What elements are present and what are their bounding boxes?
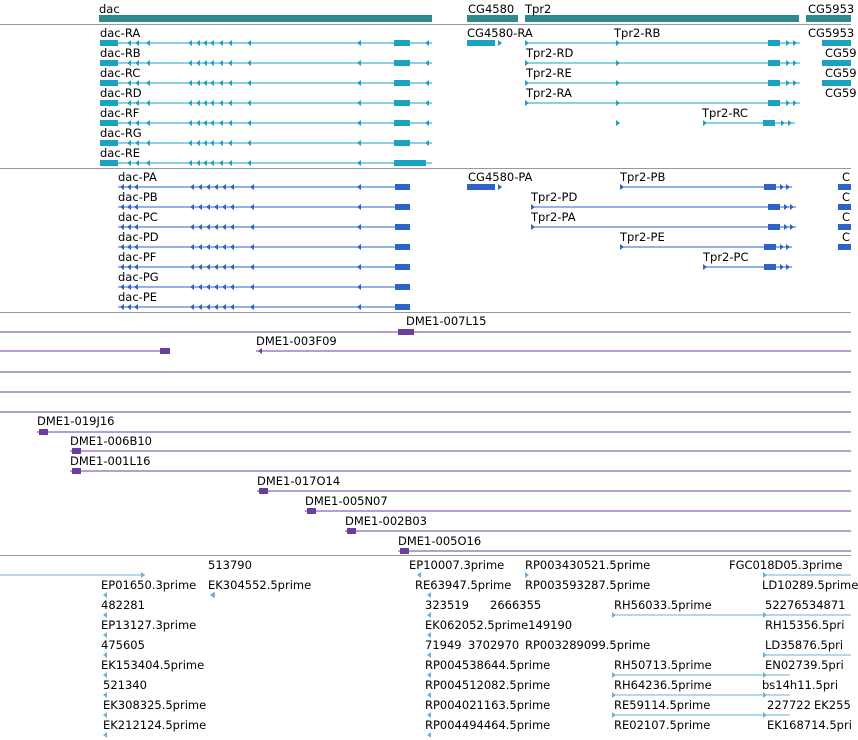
transcript-label[interactable]: dac-RB	[100, 46, 141, 60]
est-label[interactable]: LD10289.5prime	[762, 578, 858, 592]
transcript-label[interactable]: dac-RD	[100, 86, 142, 100]
est-label[interactable]: RE63947.5prime	[415, 578, 512, 592]
bac-label[interactable]: DME1-005N07	[305, 494, 388, 508]
strand-arrow[interactable]	[188, 80, 192, 86]
strand-arrow[interactable]	[616, 40, 620, 46]
exon-block[interactable]	[394, 80, 410, 86]
est-label[interactable]: EK168714.5pri	[767, 718, 852, 732]
strand-arrow[interactable]	[230, 244, 234, 250]
strand-arrow[interactable]	[250, 264, 254, 270]
strand-arrow[interactable]	[228, 80, 232, 86]
strand-arrow[interactable]	[357, 304, 361, 310]
strand-arrow[interactable]	[196, 120, 200, 126]
strand-arrow[interactable]	[146, 60, 150, 66]
strand-arrow[interactable]	[247, 40, 251, 46]
exon-block[interactable]	[768, 224, 780, 230]
strand-arrow[interactable]	[357, 60, 361, 66]
strand-arrow[interactable]	[247, 100, 251, 106]
est-label[interactable]: FGC018D05.3prime	[729, 558, 843, 572]
exon-block[interactable]	[395, 304, 410, 310]
strand-arrow[interactable]	[190, 304, 194, 310]
protein-label[interactable]: dac-PF	[118, 250, 157, 264]
exon-block[interactable]	[72, 468, 81, 474]
strand-arrow[interactable]	[786, 244, 790, 250]
gene-label[interactable]: CG4580	[468, 2, 515, 16]
exon-block[interactable]	[395, 284, 410, 290]
est-label[interactable]: RP003289099.5prime	[525, 638, 651, 652]
strand-arrow[interactable]	[786, 40, 790, 46]
strand-arrow[interactable]	[190, 184, 194, 190]
exon-block[interactable]	[160, 348, 170, 354]
strand-arrow[interactable]	[146, 100, 150, 106]
est-label[interactable]: 71949	[425, 638, 462, 652]
strand-arrow[interactable]	[222, 304, 226, 310]
strand-arrow[interactable]	[230, 264, 234, 270]
strand-arrow[interactable]	[206, 184, 210, 190]
bac-label[interactable]: DME1-019J16	[37, 414, 115, 428]
est-label[interactable]: 475605	[101, 638, 145, 652]
strand-arrow[interactable]	[357, 40, 361, 46]
strand-arrow[interactable]	[230, 224, 234, 230]
strand-arrow[interactable]	[198, 224, 202, 230]
strand-arrow[interactable]	[198, 204, 202, 210]
strand-arrow[interactable]	[190, 284, 194, 290]
strand-arrow[interactable]	[357, 160, 361, 166]
strand-arrow[interactable]	[786, 184, 790, 190]
strand-arrow[interactable]	[703, 120, 707, 126]
est-label[interactable]: RP004494464.5prime	[425, 718, 551, 732]
transcript-label[interactable]: Tpr2-RE	[526, 66, 572, 80]
strand-arrow[interactable]	[196, 160, 200, 166]
strand-arrow[interactable]	[190, 224, 194, 230]
strand-arrow[interactable]	[357, 80, 361, 86]
exon-block[interactable]	[395, 264, 410, 270]
est-label[interactable]: EK255	[814, 698, 851, 712]
gene-label[interactable]: CG5953	[808, 2, 855, 16]
exon-block[interactable]	[467, 40, 495, 46]
strand-arrow[interactable]	[188, 40, 192, 46]
exon-block[interactable]	[838, 244, 851, 250]
strand-arrow[interactable]	[357, 284, 361, 290]
est-label[interactable]: EN02739.5pri	[765, 658, 844, 672]
strand-arrow[interactable]	[196, 40, 200, 46]
bac-label[interactable]: DME1-017O14	[257, 474, 341, 488]
exon-block[interactable]	[400, 548, 409, 554]
transcript-label[interactable]: CG59	[825, 46, 857, 60]
strand-arrow[interactable]	[219, 140, 223, 146]
strand-arrow[interactable]	[786, 60, 790, 66]
strand-arrow[interactable]	[127, 304, 131, 310]
transcript-label[interactable]: CG5953	[808, 26, 855, 40]
strand-arrow[interactable]	[198, 264, 202, 270]
strand-arrow[interactable]	[793, 60, 797, 66]
strand-arrow[interactable]	[620, 184, 624, 190]
est-label[interactable]: RH15356.5pri	[765, 618, 845, 632]
strand-arrow[interactable]	[784, 224, 788, 230]
bac-label[interactable]: DME1-001L16	[70, 454, 151, 468]
exon-block[interactable]	[395, 244, 410, 250]
protein-label[interactable]: C	[842, 230, 851, 244]
strand-arrow[interactable]	[210, 40, 214, 46]
est-label[interactable]: bs14h11.5pri	[762, 678, 839, 692]
strand-arrow[interactable]	[222, 204, 226, 210]
strand-arrow[interactable]	[196, 100, 200, 106]
strand-arrow[interactable]	[190, 204, 194, 210]
est-label[interactable]: RE02107.5prime	[614, 718, 711, 732]
strand-arrow[interactable]	[230, 184, 234, 190]
strand-arrow[interactable]	[135, 160, 139, 166]
est-label[interactable]: RH64236.5prime	[614, 678, 712, 692]
strand-arrow[interactable]	[425, 100, 429, 106]
strand-arrow[interactable]	[206, 264, 210, 270]
strand-arrow[interactable]	[203, 140, 207, 146]
est-label[interactable]: RP003593287.5prime	[525, 578, 651, 592]
track-separator	[0, 555, 851, 556]
strand-arrow[interactable]	[250, 244, 254, 250]
strand-arrow[interactable]	[425, 80, 429, 86]
est-label[interactable]: EK212124.5prime	[103, 718, 207, 732]
strand-arrow[interactable]	[214, 264, 218, 270]
est-label[interactable]: EK153404.5prime	[101, 658, 205, 672]
exon-block[interactable]	[467, 184, 495, 190]
transcript-label[interactable]: CG59	[825, 66, 857, 80]
gene-bar[interactable]	[99, 15, 432, 22]
protein-label[interactable]: Tpr2-PC	[703, 250, 749, 264]
strand-arrow[interactable]	[425, 120, 429, 126]
strand-arrow[interactable]	[357, 184, 361, 190]
strand-arrow[interactable]	[219, 120, 223, 126]
strand-arrow[interactable]	[188, 140, 192, 146]
strand-arrow[interactable]	[103, 732, 107, 738]
protein-label[interactable]: CG4580-PA	[468, 170, 533, 184]
strand-arrow[interactable]	[222, 224, 226, 230]
strand-arrow[interactable]	[357, 204, 361, 210]
strand-arrow[interactable]	[222, 264, 226, 270]
transcript-label[interactable]: dac-RE	[100, 146, 141, 160]
strand-arrow[interactable]	[616, 60, 620, 66]
bac-label[interactable]: DME1-003F09	[256, 334, 337, 348]
protein-label[interactable]: C	[842, 210, 851, 224]
est-label[interactable]: EP13127.3prime	[101, 618, 197, 632]
est-label[interactable]: 3702970	[468, 638, 520, 652]
protein-label[interactable]: dac-PC	[118, 210, 158, 224]
gene-label[interactable]: Tpr2	[525, 2, 552, 16]
strand-arrow[interactable]	[250, 184, 254, 190]
strand-arrow[interactable]	[210, 60, 214, 66]
strand-arrow[interactable]	[425, 140, 429, 146]
strand-arrow[interactable]	[793, 80, 797, 86]
strand-arrow[interactable]	[210, 160, 214, 166]
strand-arrow[interactable]	[127, 160, 131, 166]
strand-arrow[interactable]	[146, 80, 150, 86]
transcript-label[interactable]: dac-RA	[100, 26, 141, 40]
strand-arrow[interactable]	[210, 120, 214, 126]
transcript-label[interactable]: dac-RG	[100, 126, 142, 140]
strand-arrow[interactable]	[786, 80, 790, 86]
strand-arrow[interactable]	[134, 304, 138, 310]
protein-label[interactable]: dac-PB	[118, 190, 158, 204]
strand-arrow[interactable]	[188, 120, 192, 126]
strand-arrow[interactable]	[214, 204, 218, 210]
strand-arrow[interactable]	[780, 264, 784, 270]
track-separator	[0, 24, 851, 25]
strand-arrow[interactable]	[616, 100, 620, 106]
strand-arrow[interactable]	[357, 264, 361, 270]
exon-block[interactable]	[394, 60, 410, 66]
exon-block[interactable]	[394, 160, 426, 166]
est-label[interactable]: RP004021163.5prime	[425, 698, 551, 712]
strand-arrow[interactable]	[228, 40, 232, 46]
exon-block[interactable]	[763, 120, 775, 126]
strand-arrow[interactable]	[146, 160, 150, 166]
transcript-label[interactable]: Tpr2-RA	[526, 86, 572, 100]
est-label[interactable]: 2666355	[490, 598, 542, 612]
exon-block[interactable]	[394, 40, 410, 46]
strand-arrow[interactable]	[203, 120, 207, 126]
protein-label[interactable]: dac-PE	[118, 290, 158, 304]
est-label[interactable]: EK304552.5prime	[208, 578, 312, 592]
exon-block[interactable]	[394, 100, 410, 106]
strand-arrow[interactable]	[247, 140, 251, 146]
strand-arrow[interactable]	[780, 244, 784, 250]
strand-arrow[interactable]	[206, 244, 210, 250]
strand-arrow[interactable]	[781, 120, 785, 126]
strand-arrow[interactable]	[206, 284, 210, 290]
exon-block[interactable]	[395, 184, 410, 190]
strand-arrow[interactable]	[146, 120, 150, 126]
transcript-label[interactable]: CG4580-RA	[467, 26, 533, 40]
exon-block[interactable]	[100, 160, 118, 166]
strand-arrow[interactable]	[531, 224, 535, 230]
strand-arrow[interactable]	[219, 160, 223, 166]
strand-arrow[interactable]	[247, 80, 251, 86]
strand-arrow[interactable]	[247, 160, 251, 166]
gene-bar[interactable]	[806, 15, 851, 22]
strand-arrow[interactable]	[786, 264, 790, 270]
strand-arrow[interactable]	[188, 160, 192, 166]
est-label[interactable]: EK308325.5prime	[103, 698, 207, 712]
strand-arrow[interactable]	[146, 140, 150, 146]
exon-block[interactable]	[768, 40, 780, 46]
strand-arrow[interactable]	[214, 224, 218, 230]
est-label[interactable]: 323519	[425, 598, 469, 612]
strand-arrow[interactable]	[230, 204, 234, 210]
strand-arrow[interactable]	[703, 264, 707, 270]
exon-block[interactable]	[39, 429, 48, 435]
strand-arrow[interactable]	[210, 592, 214, 598]
strand-arrow[interactable]	[790, 204, 794, 210]
transcript-label[interactable]: Tpr2-RD	[526, 46, 574, 60]
strand-arrow[interactable]	[210, 80, 214, 86]
exon-block[interactable]	[394, 140, 410, 146]
bac-label[interactable]: DME1-006B10	[70, 434, 152, 448]
strand-arrow[interactable]	[616, 80, 620, 86]
exon-block[interactable]	[768, 80, 780, 86]
gene-label[interactable]: dac	[99, 2, 120, 16]
strand-arrow[interactable]	[230, 304, 234, 310]
exon-block[interactable]	[347, 528, 356, 534]
strand-arrow[interactable]	[196, 140, 200, 146]
est-label[interactable]: 52276534871	[765, 598, 846, 612]
strand-arrow[interactable]	[206, 224, 210, 230]
protein-label[interactable]: C	[842, 190, 851, 204]
strand-arrow[interactable]	[219, 80, 223, 86]
est-label[interactable]: RP004538644.5prime	[425, 658, 551, 672]
strand-arrow[interactable]	[780, 184, 784, 190]
est-label[interactable]: RH56033.5prime	[614, 598, 712, 612]
bac-label[interactable]: DME1-005O16	[398, 534, 482, 548]
strand-arrow[interactable]	[228, 140, 232, 146]
strand-arrow[interactable]	[357, 224, 361, 230]
strand-arrow[interactable]	[188, 60, 192, 66]
strand-arrow[interactable]	[790, 224, 794, 230]
strand-arrow[interactable]	[250, 224, 254, 230]
strand-arrow[interactable]	[793, 40, 797, 46]
est-label[interactable]: 521340	[103, 678, 147, 692]
est-label[interactable]: EK062052.5prime149190	[425, 618, 573, 632]
strand-arrow[interactable]	[498, 184, 502, 190]
strand-arrow[interactable]	[219, 100, 223, 106]
strand-arrow[interactable]	[210, 100, 214, 106]
protein-label[interactable]: C	[842, 170, 851, 184]
strand-arrow[interactable]	[188, 100, 192, 106]
strand-arrow[interactable]	[250, 284, 254, 290]
strand-arrow[interactable]	[198, 184, 202, 190]
strand-arrow[interactable]	[190, 264, 194, 270]
strand-arrow[interactable]	[198, 284, 202, 290]
est-label[interactable]: 227722	[767, 698, 811, 712]
protein-label[interactable]: dac-PG	[118, 270, 159, 284]
strand-arrow[interactable]	[250, 304, 254, 310]
protein-label[interactable]: Tpr2-PE	[620, 230, 665, 244]
exon-block[interactable]	[307, 508, 316, 514]
strand-arrow[interactable]	[228, 100, 232, 106]
protein-label[interactable]: Tpr2-PD	[531, 190, 578, 204]
strand-arrow[interactable]	[425, 40, 429, 46]
strand-arrow[interactable]	[190, 244, 194, 250]
strand-arrow[interactable]	[203, 60, 207, 66]
strand-arrow[interactable]	[203, 80, 207, 86]
strand-arrow[interactable]	[620, 244, 624, 250]
protein-label[interactable]: Tpr2-PA	[531, 210, 576, 224]
exon-block[interactable]	[394, 120, 410, 126]
est-label[interactable]: RP004512082.5prime	[425, 678, 551, 692]
exon-block[interactable]	[764, 184, 776, 190]
strand-arrow[interactable]	[250, 204, 254, 210]
protein-label[interactable]: dac-PA	[118, 170, 157, 184]
strand-arrow[interactable]	[525, 100, 529, 106]
strand-arrow[interactable]	[427, 732, 431, 738]
strand-arrow[interactable]	[784, 204, 788, 210]
transcript-label[interactable]: Tpr2-RB	[614, 26, 661, 40]
strand-arrow[interactable]	[228, 160, 232, 166]
strand-arrow[interactable]	[206, 304, 210, 310]
transcript-label[interactable]: Tpr2-RC	[702, 106, 748, 120]
strand-arrow[interactable]	[198, 304, 202, 310]
strand-arrow[interactable]	[247, 60, 251, 66]
transcript-label[interactable]: CG59	[825, 86, 857, 100]
strand-arrow[interactable]	[198, 244, 202, 250]
strand-arrow[interactable]	[228, 60, 232, 66]
strand-arrow[interactable]	[222, 184, 226, 190]
gene-bar[interactable]	[525, 15, 799, 22]
exon-block[interactable]	[259, 488, 268, 494]
protein-label[interactable]: dac-PD	[118, 230, 159, 244]
strand-arrow[interactable]	[146, 40, 150, 46]
est-label[interactable]: RH50713.5prime	[614, 658, 712, 672]
strand-arrow[interactable]	[357, 140, 361, 146]
strand-arrow[interactable]	[214, 244, 218, 250]
est-label[interactable]: EP01650.3prime	[101, 578, 197, 592]
strand-arrow[interactable]	[120, 304, 124, 310]
protein-label[interactable]: Tpr2-PB	[620, 170, 666, 184]
strand-arrow[interactable]	[793, 100, 797, 106]
track-separator	[0, 168, 851, 169]
strand-arrow[interactable]	[196, 80, 200, 86]
gene-bar[interactable]	[467, 15, 518, 22]
est-label[interactable]: EP10007.3prime	[409, 558, 505, 572]
est-label[interactable]: LD35876.5pri	[765, 638, 844, 652]
exon-block[interactable]	[764, 244, 776, 250]
strand-arrow[interactable]	[219, 40, 223, 46]
strand-arrow[interactable]	[228, 120, 232, 126]
strand-arrow[interactable]	[222, 244, 226, 250]
strand-arrow[interactable]	[196, 60, 200, 66]
strand-arrow[interactable]	[219, 60, 223, 66]
bac-label[interactable]: DME1-002B03	[345, 514, 427, 528]
est-label[interactable]: RP003430521.5prime	[525, 558, 651, 572]
strand-arrow[interactable]	[206, 204, 210, 210]
strand-arrow[interactable]	[425, 60, 429, 66]
strand-arrow[interactable]	[203, 40, 207, 46]
strand-arrow[interactable]	[788, 120, 792, 126]
strand-arrow[interactable]	[230, 284, 234, 290]
est-label[interactable]: 513790	[208, 558, 252, 572]
exon-block[interactable]	[398, 329, 414, 335]
exon-block[interactable]	[768, 60, 780, 66]
strand-arrow[interactable]	[498, 40, 502, 46]
strand-arrow[interactable]	[357, 100, 361, 106]
strand-arrow[interactable]	[247, 120, 251, 126]
strand-arrow[interactable]	[222, 284, 226, 290]
strand-arrow[interactable]	[203, 160, 207, 166]
strand-arrow[interactable]	[357, 244, 361, 250]
exon-block[interactable]	[395, 204, 410, 210]
strand-arrow[interactable]	[214, 184, 218, 190]
exon-block[interactable]	[395, 224, 410, 230]
track-separator	[0, 312, 851, 313]
bac-label[interactable]: DME1-007L15	[406, 314, 487, 328]
strand-arrow[interactable]	[210, 140, 214, 146]
exon-block[interactable]	[764, 264, 776, 270]
transcript-label[interactable]: dac-RC	[100, 66, 141, 80]
strand-arrow[interactable]	[786, 100, 790, 106]
strand-arrow[interactable]	[214, 284, 218, 290]
strand-arrow[interactable]	[258, 348, 262, 354]
strand-arrow[interactable]	[357, 120, 361, 126]
est-label[interactable]: RE59114.5prime	[614, 698, 711, 712]
exon-block[interactable]	[768, 100, 780, 106]
transcript-label[interactable]: dac-RF	[100, 106, 140, 120]
strand-arrow[interactable]	[203, 100, 207, 106]
strand-arrow[interactable]	[214, 304, 218, 310]
est-label[interactable]: 482281	[101, 598, 145, 612]
strand-arrow[interactable]	[616, 120, 620, 126]
exon-block[interactable]	[768, 204, 780, 210]
